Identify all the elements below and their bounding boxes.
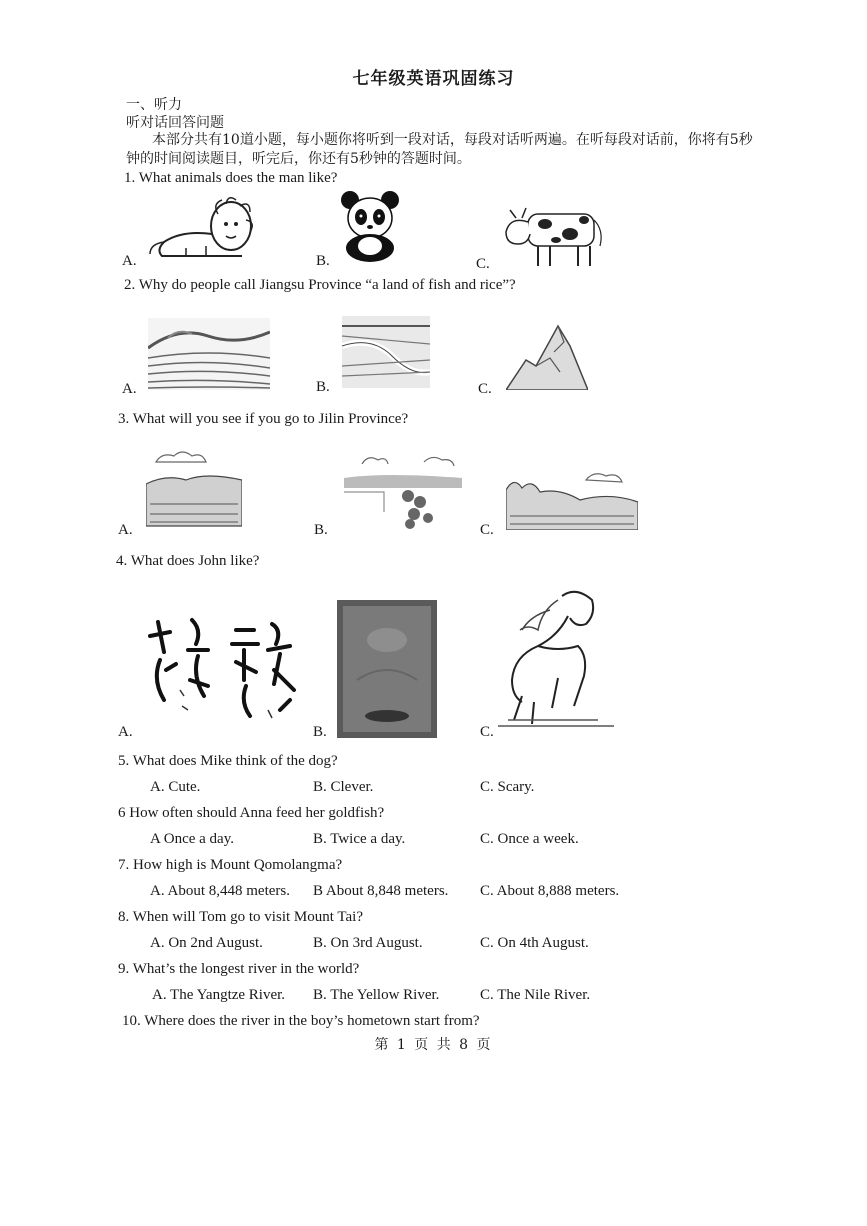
page-footer: 第 1 页 共 8 页 [374, 1037, 493, 1053]
question-2: 2. Why do people call Jiangsu Province “a land of fish and rice”? [124, 277, 516, 293]
question-3: 3. What will you see if you go to Jilin Province? [118, 411, 409, 427]
option-label[interactable]: A. [122, 253, 137, 269]
option-label[interactable]: B. [313, 724, 327, 740]
option-label[interactable]: C. [480, 724, 494, 740]
question-1: 1. What animals does the man like? [124, 170, 338, 186]
horse-painting-picture [498, 586, 614, 734]
option-label[interactable]: B. [316, 253, 330, 269]
option-label[interactable]: C. [476, 256, 490, 272]
option-b[interactable]: B. The Yellow River. [313, 987, 440, 1003]
page-title: 七年级英语巩固练习 [352, 69, 515, 89]
section-heading: 一、听力 [126, 97, 182, 113]
forest-picture [344, 452, 462, 530]
option-label[interactable]: A. [118, 724, 133, 740]
lion-picture [146, 194, 258, 262]
option-label[interactable]: C. [478, 381, 492, 397]
option-a[interactable]: A Once a day. [150, 831, 234, 847]
option-a[interactable]: A. Cute. [150, 779, 201, 795]
terraced-fields-picture [148, 318, 270, 390]
option-c[interactable]: C. On 4th August. [480, 935, 589, 951]
question-8: 8. When will Tom go to visit Mount Tai? [118, 909, 363, 925]
dark-painting-picture [337, 600, 437, 738]
option-c[interactable]: C. The Nile River. [480, 987, 591, 1003]
option-c[interactable]: C. About 8,888 meters. [480, 883, 620, 899]
cow-picture [500, 200, 608, 270]
option-label[interactable]: A. [122, 381, 137, 397]
option-b[interactable]: B. Clever. [313, 779, 374, 795]
hills-picture [506, 466, 638, 530]
question-5: 5. What does Mike think of the dog? [118, 753, 338, 769]
river-valley-picture [342, 316, 430, 388]
question-9: 9. What’s the longest river in the world? [118, 961, 360, 977]
question-4: 4. What does John like? [116, 553, 260, 569]
option-label[interactable]: B. [314, 522, 328, 538]
option-a[interactable]: A. On 2nd August. [150, 935, 263, 951]
option-c[interactable]: C. Scary. [480, 779, 535, 795]
grassland-picture [146, 444, 242, 530]
question-10: 10. Where does the river in the boy’s hometown start from? [122, 1013, 480, 1029]
question-6: 6 How often should Anna feed her goldfish? [118, 805, 385, 821]
panda-picture [338, 190, 402, 262]
option-b[interactable]: B. On 3rd August. [313, 935, 423, 951]
question-7: 7. How high is Mount Qomolangma? [118, 857, 343, 873]
option-label[interactable]: B. [316, 379, 330, 395]
option-b[interactable]: B. Twice a day. [313, 831, 406, 847]
subsection-heading: 听对话回答问题 [126, 115, 224, 131]
option-a[interactable]: A. About 8,448 meters. [150, 883, 290, 899]
option-b[interactable]: B About 8,848 meters. [313, 883, 449, 899]
instructions: 本部分共有10道小题，每小题你将听到一段对话，每段对话听两遍。在听每段对话前，你将有5秒钟的时间阅读题目，听完后，你还有5秒钟的答题时间。 [126, 132, 753, 167]
mountain-peak-picture [506, 318, 588, 390]
option-label[interactable]: A. [118, 522, 133, 538]
option-a[interactable]: A. The Yangtze River. [152, 987, 286, 1003]
calligraphy-picture [140, 610, 300, 730]
option-c[interactable]: C. Once a week. [480, 831, 579, 847]
option-label[interactable]: C. [480, 522, 494, 538]
